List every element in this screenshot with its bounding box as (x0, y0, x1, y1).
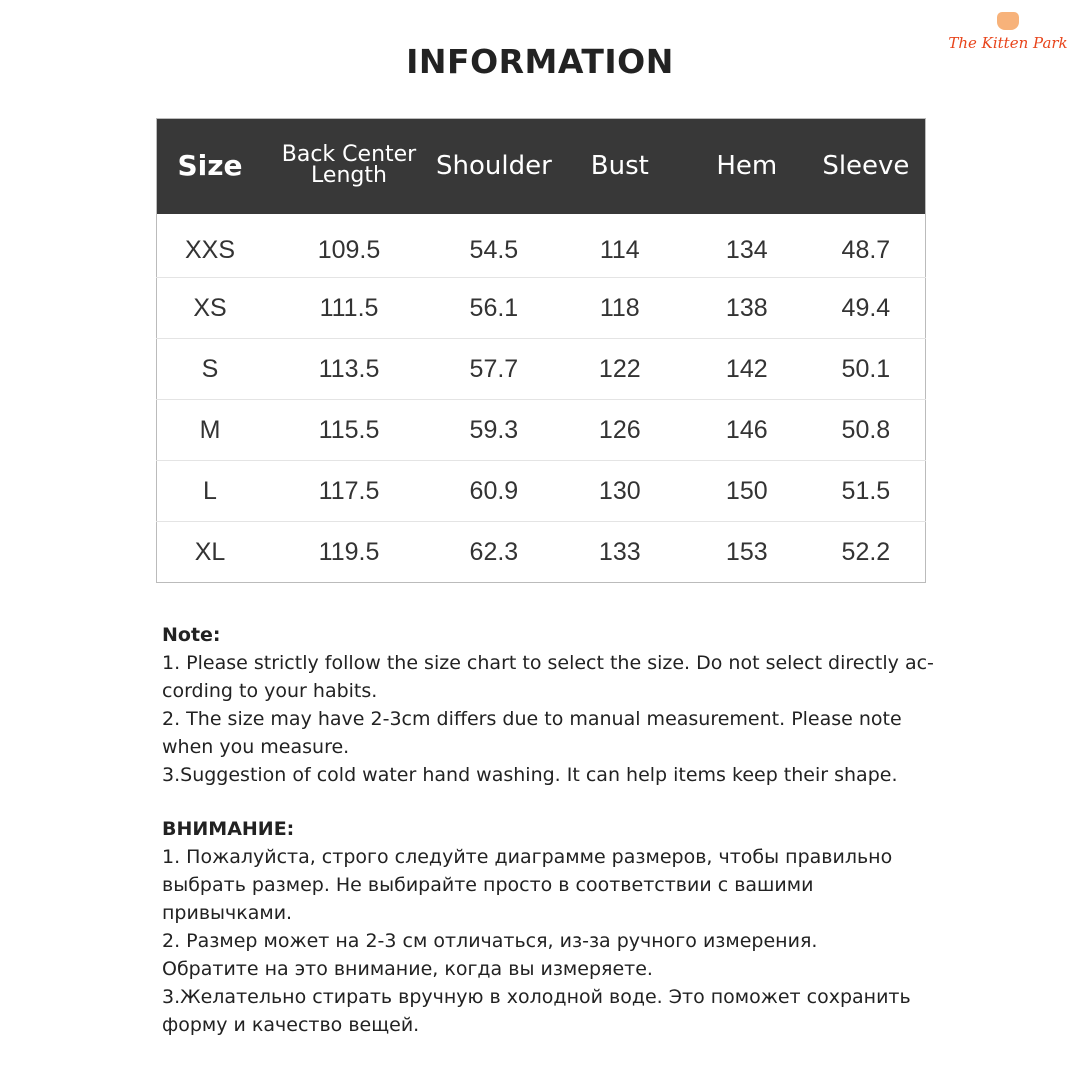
table-cell: 56.1 (469, 293, 519, 322)
header-hem: Hem (716, 151, 778, 182)
table-body (157, 214, 926, 583)
table-cell: 111.5 (319, 293, 379, 322)
table-cell: 134 (725, 236, 768, 265)
table-cell: 118 (599, 293, 640, 322)
note-line: привычками. (162, 902, 293, 924)
table-cell: 113.5 (318, 354, 380, 383)
table-cell: 49.4 (841, 293, 891, 322)
note-heading: Note: (162, 624, 221, 646)
cat-icon (997, 12, 1019, 30)
table-cell: 150 (725, 476, 768, 505)
note-line: Обратите на это внимание, когда вы измеряете. (162, 958, 653, 980)
table-cell: 54.5 (469, 236, 519, 265)
table-header-row (157, 119, 926, 214)
page-title: INFORMATION (406, 42, 674, 81)
table-cell: XL (194, 537, 226, 566)
table-cell: 153 (725, 537, 768, 566)
table-cell: 59.3 (469, 415, 519, 444)
size-table (156, 118, 926, 583)
note-line: 2. Размер может на 2-3 см отличаться, из-за ручного измерения. (162, 930, 818, 952)
note-line: 2. The size may have 2-3cm differs due to manual measurement. Please note (162, 708, 902, 730)
table-cell: 109.5 (317, 236, 381, 265)
table-row (157, 339, 926, 400)
table-cell: 138 (725, 293, 768, 322)
header-size: Size (177, 149, 243, 183)
table-cell: 117.5 (318, 476, 380, 505)
table-cell: 119.5 (318, 537, 380, 566)
table-cell: 122 (598, 354, 641, 383)
table-cell: 52.2 (841, 537, 891, 566)
table-cell: 130 (598, 476, 641, 505)
table-cell: 133 (598, 537, 641, 566)
table-cell: 50.8 (841, 415, 891, 444)
table-cell: 60.9 (469, 476, 519, 505)
note-russian (162, 815, 942, 1039)
table-cell: 51.5 (841, 476, 891, 505)
logo-text: The Kitten Park (948, 34, 1068, 52)
table-cell: 146 (725, 415, 768, 444)
table-cell: 48.7 (841, 236, 891, 265)
table-cell: 50.1 (841, 354, 891, 383)
note-line: форму и качество вещей. (162, 1014, 420, 1036)
note-english (162, 621, 942, 789)
table-cell: 115.5 (318, 415, 380, 444)
note-line: 3.Suggestion of cold water hand washing. It can help items keep their shape. (162, 764, 898, 786)
note-heading: ВНИМАНИЕ: (162, 818, 295, 840)
table-cell: 114 (599, 236, 640, 265)
note-line: cording to your habits. (162, 680, 378, 702)
table-cell: XXS (184, 236, 236, 265)
table-row (157, 278, 926, 339)
header-back-center-line1: Back Center (281, 142, 417, 168)
note-line: 1. Please strictly follow the size chart to select the size. Do not select directly ac- (162, 652, 934, 674)
table-cell: M (199, 415, 221, 444)
table-cell: 62.3 (469, 537, 519, 566)
header-sleeve: Sleeve (822, 151, 910, 182)
table-row (157, 522, 926, 583)
table-cell: 142 (725, 354, 768, 383)
note-line: выбрать размер. Не выбирайте просто в соответствии с вашими (162, 874, 814, 896)
header-bust: Bust (590, 151, 649, 182)
note-line: 1. Пожалуйста, строго следуйте диаграмме размеров, чтобы правильно (162, 846, 893, 868)
note-line: when you measure. (162, 736, 350, 758)
brand-logo (948, 12, 1068, 68)
table-row (157, 400, 926, 461)
note-line: 3.Желательно стирать вручную в холодной воде. Это поможет сохранить (162, 986, 911, 1008)
table-cell: XS (193, 293, 227, 322)
header-back-center-line2: Length (311, 163, 387, 189)
table-cell: 57.7 (469, 354, 519, 383)
table-row (157, 214, 926, 278)
header-shoulder: Shoulder (436, 151, 552, 182)
header-back-center-length (263, 119, 435, 214)
table-cell: S (201, 354, 219, 383)
table-cell: L (203, 476, 217, 505)
table-row (157, 461, 926, 522)
table-cell: 126 (598, 415, 641, 444)
